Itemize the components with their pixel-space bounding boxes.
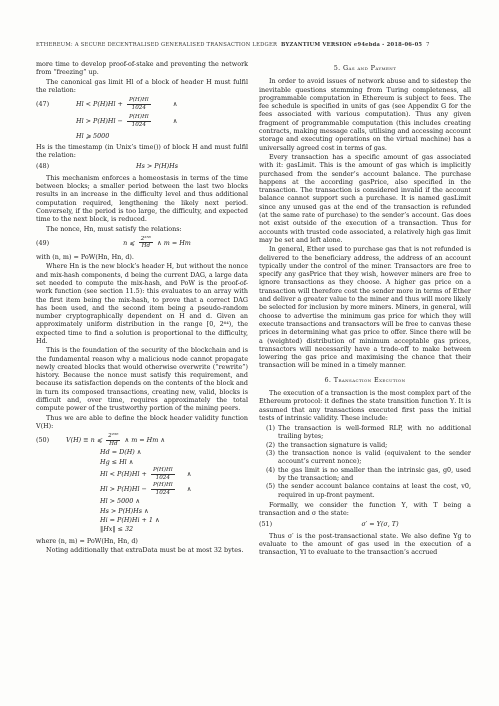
fraction: $\frac{\text{2²⁵⁶}}{Hd}$ bbox=[140, 235, 151, 250]
paragraph: The nonce, Hn, must satisfy the relations: bbox=[46, 224, 182, 233]
paragraph: The canonical gas limit Hl of a block of header H must fulfil the relation: bbox=[36, 77, 248, 94]
equation-48: (48) Hs > P(H)Hs bbox=[36, 162, 178, 171]
equation-number: (47) bbox=[36, 100, 50, 109]
running-header bbox=[36, 42, 477, 48]
header-version: BYZANTIUM VERSION e94ebda - 2018-06-05 bbox=[280, 42, 423, 48]
fraction: $\frac{P(H)Hl}{1024}$ bbox=[128, 97, 149, 111]
paragraph: Hs is the timestamp (in Unix’s time()) of block H and must fulfil the relation: bbox=[36, 142, 248, 160]
paragraph: This mechanism enforces a homeostasis in terms of the time between blocks; a smaller period between the last two blocks results in an increase in the difficulty level and thus additional computation required, lengthening the likely next period. Conversely, if the period is too large, the difficulty, and expected time to the next block, is reduced. bbox=[36, 173, 248, 224]
equation-51: (51) σ′ = Υ(σ, T) bbox=[259, 520, 399, 529]
paragraph: In general, Ether used to purchase gas that is not refunded is delivered to the beneficiary address, the address of an account typically under the control of the miner. Transactors are free to specify any gasPrice that they wish, however miners are free to ignore transactions as they choose. A higher gas price on a transaction will therefore cost the sender more in terms of Ether and deliver a greater value to the miner and thus will more likely be selected for inclusion by more miners. Miners, in general, will choose to advertise the minimum gas price for which they will execute transactions and transactors will be free to canvas these prices in determining what gas price to offer. Since there will be a (weighted) distribution of minimum acceptable gas prices, transactors will necessarily have a trade-off to make between lowering the gas price and maximising the chance that their transaction will be mined in a timely manner. bbox=[259, 245, 471, 370]
fraction: $\frac{P(H)Hl}{1024}$ bbox=[128, 114, 149, 128]
list-item: (1) The transaction is well-formed RLP, with no additional trailing bytes; bbox=[265, 424, 471, 441]
list-item: (5) the sender account balance contains at least the cost, v0, required in up-front payment. bbox=[265, 482, 471, 499]
section-heading: 5. Gas and Payment bbox=[333, 64, 397, 72]
fraction: $\frac{P(H)Hl}{1024}$ bbox=[152, 482, 173, 496]
page-number: 7 bbox=[426, 42, 430, 48]
paragraph: This is the foundation of the security of the blockchain and is the fundamental reason why a malicious node cannot propagate newly created blocks that would otherwise overwrite (“rewrite”) history. Because the nonce must satisfy this requirement, and because its satisfaction depends on the contents of the block and in turn its composed transactions, creating new, valid, blocks is difficult and, over time, requires approximately the total compute power of the trustworthy portion of the mining peers. bbox=[36, 346, 248, 413]
fraction: $\frac{P(H)Hl}{1024}$ bbox=[152, 467, 173, 481]
list-item: (4) the gas limit is no smaller than the intrinsic gas, g0, used by the transaction; and bbox=[265, 465, 471, 482]
paragraph: Thus we are able to define the block header validity function V(H): bbox=[36, 413, 248, 430]
paragraph: Formally, we consider the function Υ, with T being a transaction and σ the state: bbox=[259, 500, 471, 518]
equation-47: (47) Hl < P(H)Hl + $\frac{P(H)Hl}{1024}$ ∧ Hl > P(H)Hl − $\frac{P(H)Hl}{1024}$ ∧ Hl ⩾ 5000 bbox=[36, 97, 248, 140]
list-item: (3) the transaction nonce is valid (equivalent to the sender account’s current nonce); bbox=[265, 449, 471, 466]
equation-term: Hl < P(H)Hl + bbox=[76, 100, 123, 109]
header-title: ETHEREUM: A SECURE DECENTRALISED GENERALISED TRANSACTION LEDGER bbox=[36, 42, 278, 48]
paragraph: Where Hn is the new block’s header H, but without the nonce and mix-hash components, d being the current DAG, a large data set needed to compute the mix-hash, and PoW is the proof-of-work function (see section 11.5): this evaluates to an array with the first item being the mix-hash, to prove that a correct DAG has been used, and the second item being a pseudo-random number cryptographically dependent on H and d. Given an approximately uniform distribution in the range [0, 2⁶⁴), the expected time to find a solution is proportional to the difficulty, Hd. bbox=[36, 262, 248, 345]
equation-50: (50) V(H) ≡ n ⩽ $\frac{\text{2²⁵⁶}}{Hd}$ ∧ m = Hm ∧ Hd = D(H) ∧ Hg ≤ Hl ∧ Hl < P(H)Hl + $\frac{P(H)Hl}{1024}$ ∧ Hl > P(H)Hl − $\frac{P(H)Hl}{1024}$ ∧ Hl > 5000 ∧ Hs > P(H)Hs ∧ Hi = P(H)Hi + 1 ∧ ‖Hx‖ ≤ 32 bbox=[36, 433, 192, 534]
paragraph: more time to develop proof-of-stake and preventing the network from “freezing” up. bbox=[36, 60, 248, 77]
paragraph: with (n, m) = PoW(Hn, Hn, d). bbox=[36, 253, 134, 262]
right-column bbox=[259, 60, 471, 558]
paragraph: Thus σ′ is the post-transactional state. We also define Υg to evaluate to the amount of gas used in the execution of a transaction, Υl to evaluate to the transaction’s accrued bbox=[259, 531, 471, 557]
paragraph: Noting additionally that extraData must be at most 32 bytes. bbox=[46, 545, 244, 554]
equation-49: (49) n ⩽ $\frac{\text{2²⁵⁶}}{Hd}$ ∧ m = Hm bbox=[36, 235, 191, 250]
paragraph: In order to avoid issues of network abuse and to sidestep the inevitable questions stemming from Turing completeness, all programmable computation in Ethereum is subject to fees. The fee schedule is specified in units of gas (see Appendix G for the fees associated with various computation). Thus any given fragment of programmable computation (this includes creating contracts, making message calls, utilising and accessing account storage and executing operations on the virtual machine) has a universally agreed cost in terms of gas. bbox=[259, 77, 471, 152]
left-column bbox=[36, 60, 248, 555]
paragraph: where (n, m) = PoW(Hn, Hn, d) bbox=[36, 536, 138, 545]
equation-term: Hl > P(H)Hl − bbox=[76, 117, 123, 126]
validity-list bbox=[259, 424, 471, 499]
equation-term: Hl ⩾ 5000 bbox=[76, 131, 110, 140]
paragraph: The execution of a transaction is the most complex part of the Ethereum protocol: it defines the state transition function Υ. It is assumed that any transactions executed first pass the initial tests of intrinsic validity. These include: bbox=[259, 388, 471, 422]
fraction: $\frac{\text{2²⁵⁶}}{Hd}$ bbox=[108, 433, 119, 447]
list-item: (2) the transaction signature is valid; bbox=[265, 440, 388, 449]
section-heading: 6. Transaction Execution bbox=[324, 375, 406, 384]
paragraph: Every transaction has a specific amount of gas associated with it: gasLimit. This is the amount of gas which is implicitly purchased from the sender’s account balance. The purchase happens at the according gasPrice, also specified in the transaction. The transaction is considered invalid if the account balance cannot support such a purchase. It is named gasLimit since any unused gas at the end of the transaction is refunded (at the same rate of purchase) to the sender’s account. Gas does not exist outside of the execution of a transaction. Thus for accounts with trusted code associated, a relatively high gas limit may be set and left alone. bbox=[259, 152, 471, 244]
